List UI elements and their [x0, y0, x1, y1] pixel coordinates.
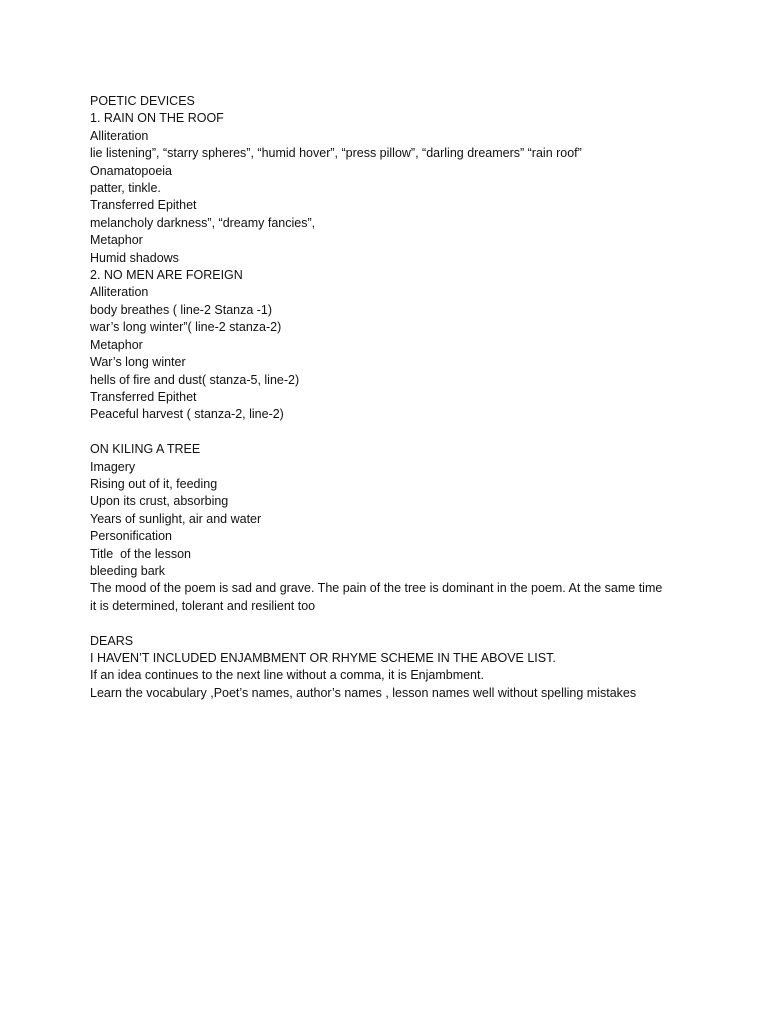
paragraph-line: it is determined, tolerant and resilient too	[90, 598, 316, 613]
document-body	[90, 93, 690, 702]
note-line: Learn the vocabulary ,Poet’s names, author’s names , lesson names well without spelling mistakes	[90, 685, 637, 700]
blank-line	[90, 424, 690, 441]
section-title: 2. NO MEN ARE FOREIGN	[90, 268, 243, 283]
section-title: 1. RAIN ON THE ROOF	[90, 111, 224, 126]
device-example: war’s long winter”( line-2 stanza-2)	[90, 320, 282, 335]
device-example: Humid shadows	[90, 250, 179, 265]
device-example: Rising out of it, feeding	[90, 476, 218, 491]
device-name: Onamatopoeia	[90, 163, 173, 178]
section-title: ON KILING A TREE	[90, 442, 201, 457]
device-example: Peaceful harvest ( stanza-2, line-2)	[90, 407, 284, 422]
device-name: Metaphor	[90, 233, 143, 248]
device-example: patter, tinkle.	[90, 181, 161, 196]
device-example: melancholy darkness”, “dreamy fancies”,	[90, 215, 316, 230]
device-example: Title of the lesson	[90, 546, 191, 561]
section-title: DEARS	[90, 633, 134, 648]
device-name: Personification	[90, 529, 172, 544]
device-example: hells of fire and dust( stanza-5, line-2)	[90, 372, 300, 387]
device-example: War’s long winter	[90, 355, 186, 370]
note-line: I HAVEN’T INCLUDED ENJAMBMENT OR RHYME SCHEME IN THE ABOVE LIST.	[90, 650, 556, 665]
device-name: Transferred Epithet	[90, 389, 197, 404]
device-name: Metaphor	[90, 337, 143, 352]
blank-line	[90, 615, 690, 632]
device-example: Years of sunlight, air and water	[90, 511, 262, 526]
device-example: Upon its crust, absorbing	[90, 494, 229, 509]
paragraph-line: The mood of the poem is sad and grave. The pain of the tree is dominant in the poem. At the same time	[90, 581, 663, 596]
device-example: body breathes ( line-2 Stanza -1)	[90, 302, 273, 317]
device-name: Alliteration	[90, 128, 149, 143]
doc-heading: POETIC DEVICES	[90, 94, 195, 108]
device-example: lie listening”, “starry spheres”, “humid hover”, “press pillow”, “darling dreamers” “rain roof”	[90, 146, 582, 161]
device-name: Imagery	[90, 459, 136, 474]
note-line: If an idea continues to the next line without a comma, it is Enjambment.	[90, 668, 484, 683]
device-name: Transferred Epithet	[90, 198, 197, 213]
device-name: Alliteration	[90, 285, 149, 300]
device-example: bleeding bark	[90, 563, 166, 578]
